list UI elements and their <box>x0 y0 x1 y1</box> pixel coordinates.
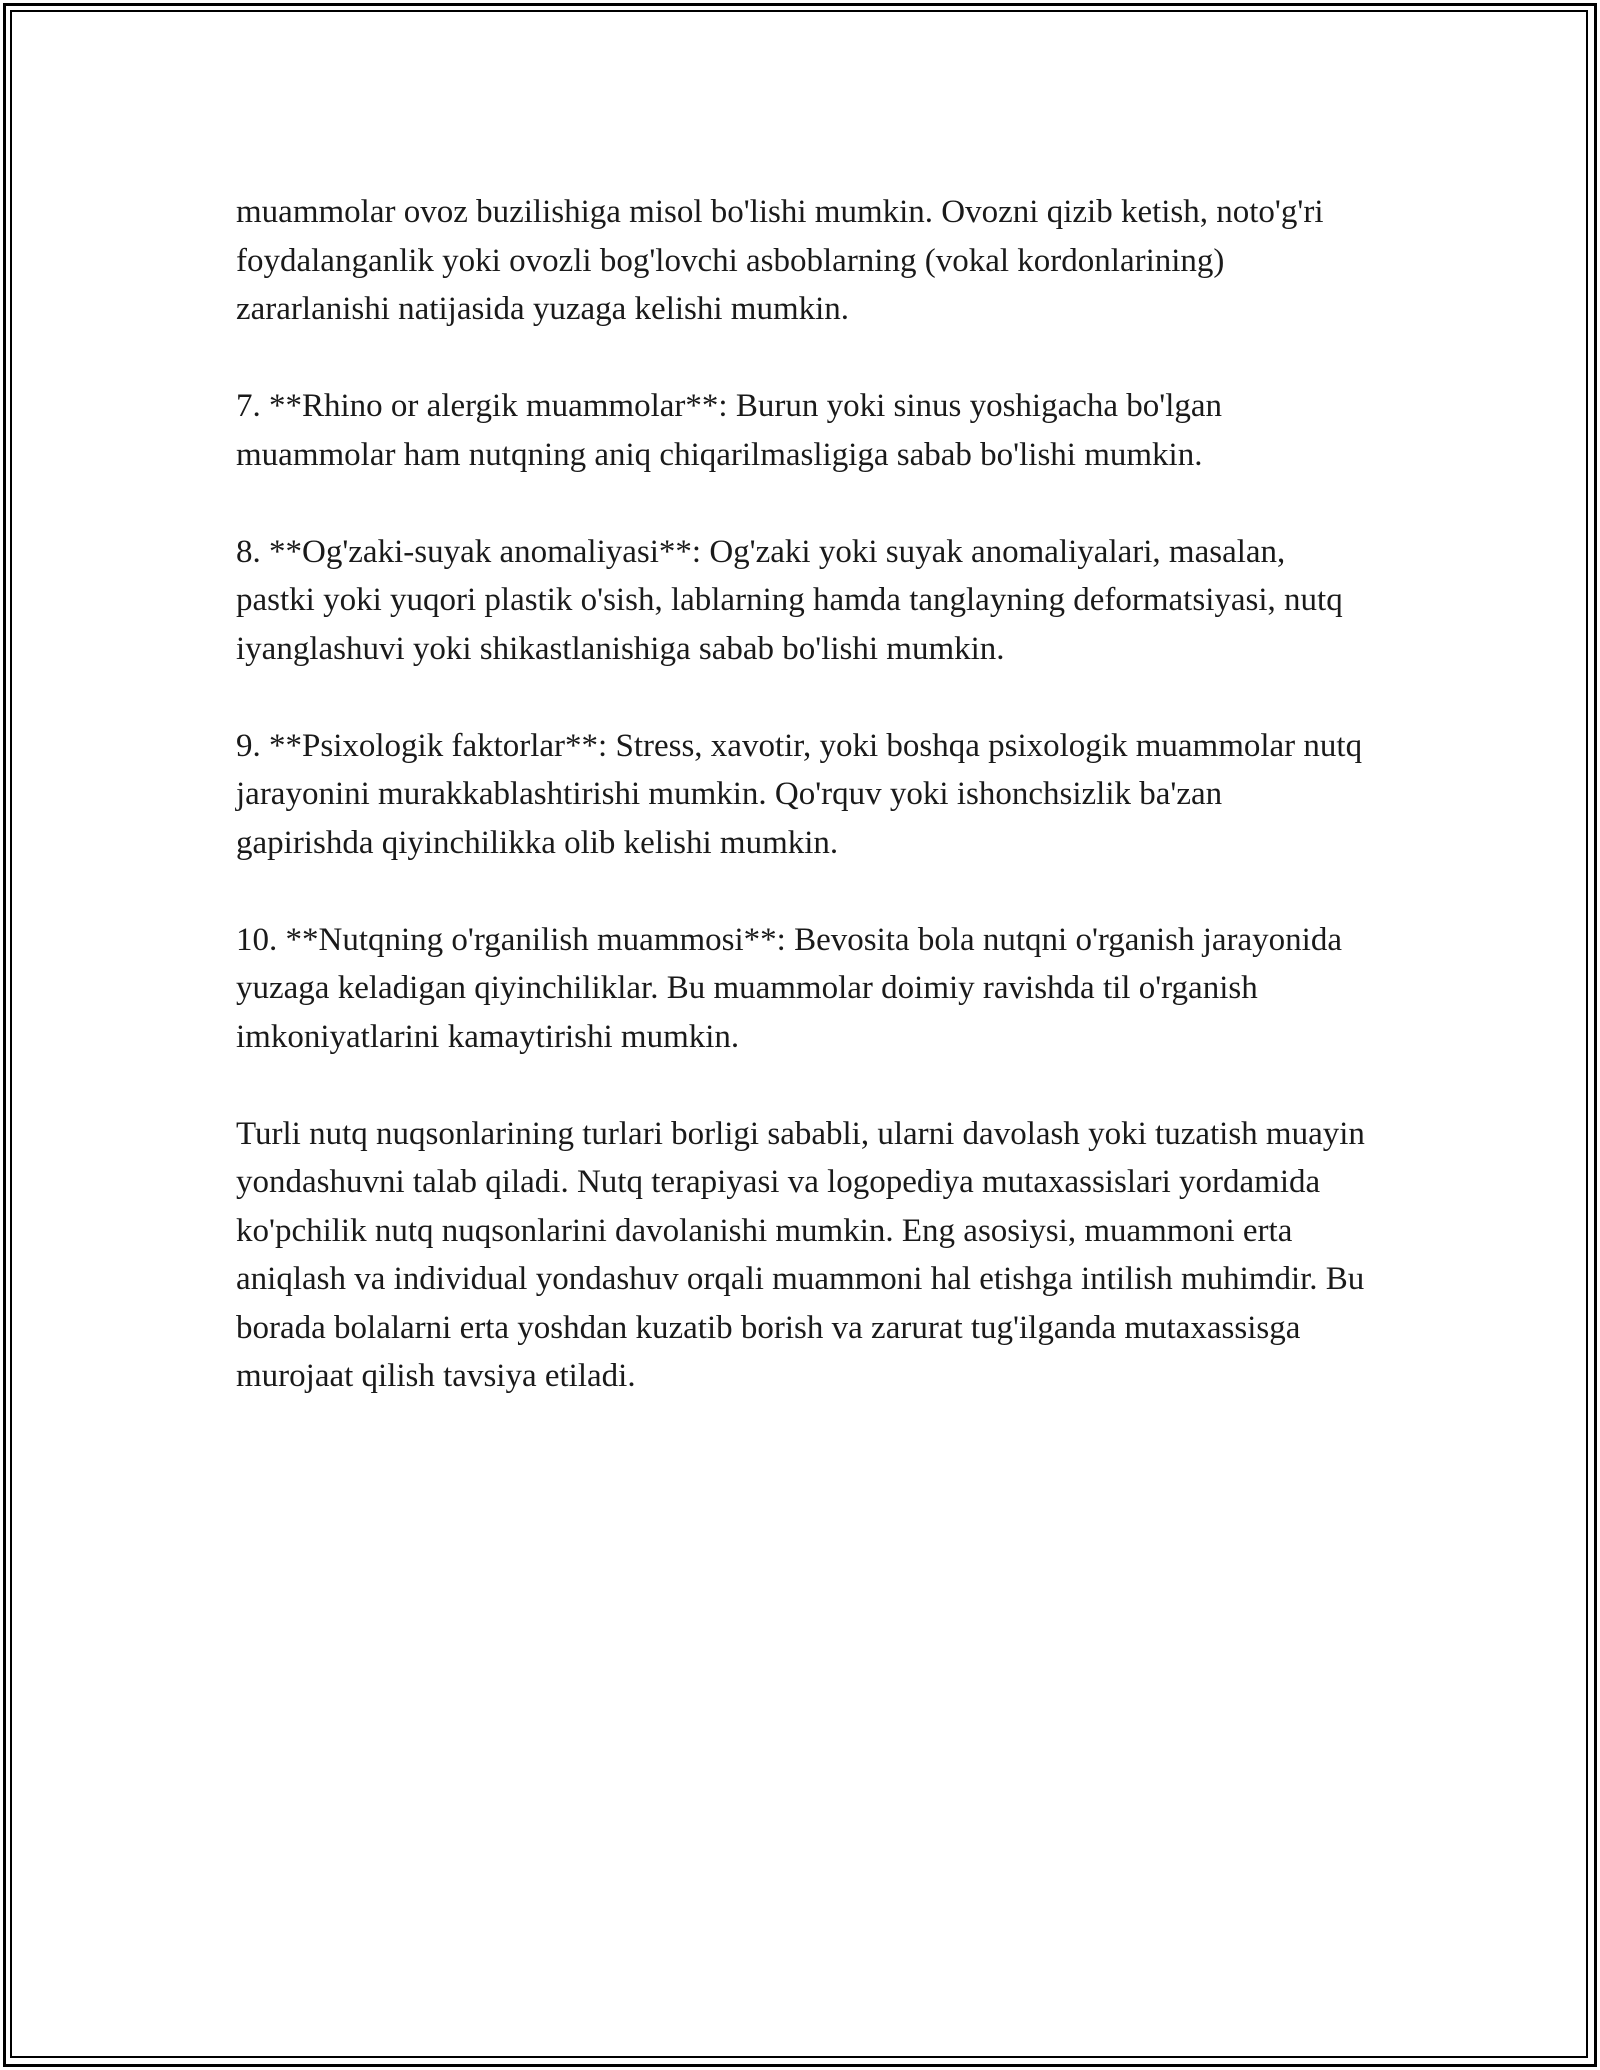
paragraph-item-8: 8. **Og'zaki-suyak anomaliyasi**: Og'zaki yoki suyak anomaliyalari, masalan, pastki yoki yuqori plastik o'sish, lablarning hamda tanglayning deformatsiyasi, nutq iyanglashuvi yoki shikastlanishiga sabab bo'lishi mumkin. <box>236 533 1343 667</box>
paragraph-item-10: 10. **Nutqning o'rganilish muammosi**: Bevosita bola nutqni o'rganish jarayonida yuzaga keladigan qiyinchiliklar. Bu muammolar doimiy ravishda til o'rganish imkoniyatlarini kamaytirishi mumkin. <box>236 921 1342 1055</box>
paragraph-item-9: 9. **Psixologik faktorlar**: Stress, xavotir, yoki boshqa psixologik muammolar nutq jarayonini murakkablashtirishi mumkin. Qo'rquv yoki ishonchsizlik ba'zan gapirishda qiyinchilikka olib kelishi mumkin. <box>236 727 1363 861</box>
document-body <box>236 188 1366 1401</box>
paragraph-item-7: 7. **Rhino or alergik muammolar**: Burun yoki sinus yoshigacha bo'lgan muammolar ham nutqning aniq chiqarilmasligiga sabab bo'lishi mumkin. <box>236 388 1223 473</box>
paragraph-voice-disorders: muammolar ovoz buzilishiga misol bo'lishi mumkin. Ovozni qizib ketish, noto'g'ri foydalanganlik yoki ovozli bog'lovchi asboblarning (vokal kordonlarining) zararlanishi natijasida yuzaga kelishi mumkin. <box>236 194 1324 327</box>
paragraph-conclusion: Turli nutq nuqsonlarining turlari borligi sababli, ularni davolash yoki tuzatish muayin yondashuvni talab qiladi. Nutq terapiyasi va logopediya mutaxassislari yordamida ko'pchilik nutq nuqsonlarini davolanishi mumkin. Eng asosiysi, muammoni erta aniqlash va individual yondashuv orqali muammoni hal etishga intilish muhimdir. Bu borada bolalarni erta yoshdan kuzatib borish va zarurat tug'ilganda mutaxassisga murojaat qilish tavsiya etiladi. <box>236 1115 1365 1394</box>
